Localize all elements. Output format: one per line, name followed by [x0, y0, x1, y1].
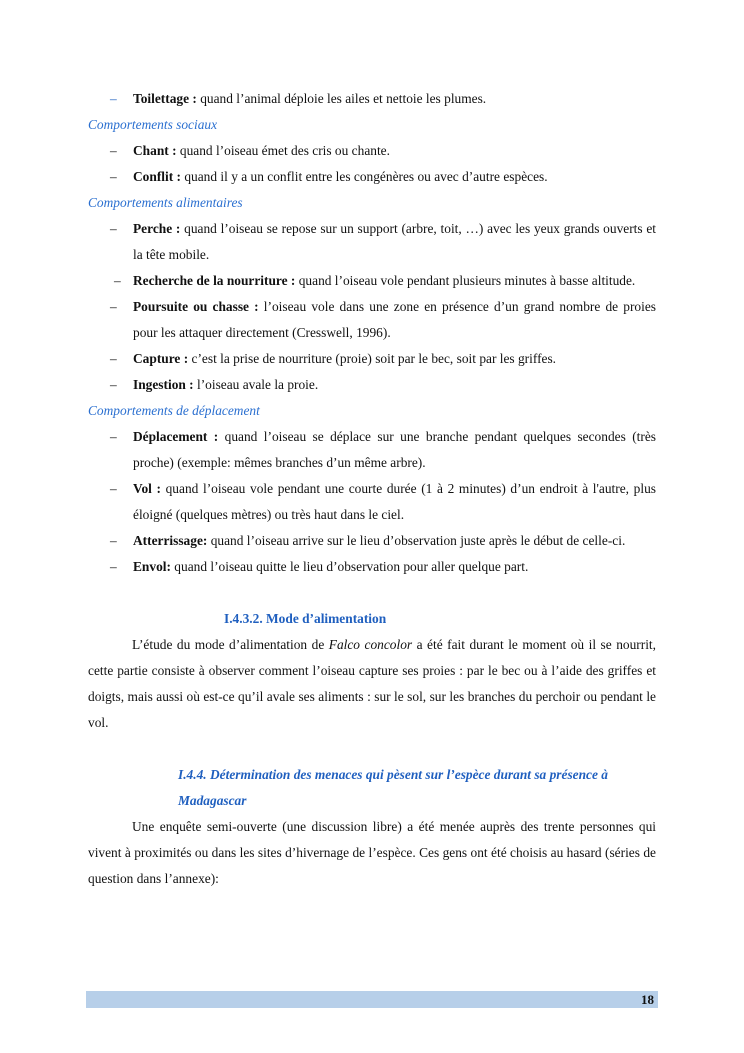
- dash-bullet: –: [110, 429, 117, 444]
- dash-bullet: –: [114, 273, 121, 288]
- heading-comportements-deplacement: Comportements de déplacement: [88, 403, 260, 418]
- para-mode-before: L’étude du mode d’alimentation de: [132, 637, 329, 652]
- term-toilettage: Toilettage :: [133, 91, 197, 106]
- list-item-envol: [88, 554, 656, 580]
- text-ingestion: l’oiseau avale la proie.: [193, 377, 319, 392]
- heading-comportements-sociaux: Comportements sociaux: [88, 117, 218, 132]
- text-capture: c’est la prise de nourriture (proie) soit par le bec, soit par les griffes.: [188, 351, 557, 366]
- dash-bullet: –: [110, 221, 117, 236]
- species-name: Falco concolor: [328, 637, 413, 652]
- list-item-perche: [88, 216, 656, 268]
- term-recherche: Recherche de la nourriture :: [133, 273, 296, 288]
- text-atterrissage: quand l’oiseau arrive sur le lieu d’observation juste après le début de celle-ci.: [207, 533, 626, 548]
- text-deplacement: quand l’oiseau se déplace sur une branche pendant quelques secondes (très proche) (exemple: mêmes branches d’un même arbre).: [133, 429, 656, 470]
- text-poursuite: l’oiseau vole dans une zone en présence d’un grand nombre de proies pour les attaquer directement (Cresswell, 1996).: [133, 299, 656, 340]
- text-toilettage: quand l’animal déploie les ailes et nettoie les plumes.: [196, 91, 487, 106]
- paragraph-enquete: Une enquête semi-ouverte (une discussion libre) a été menée auprès des trente personnes qui vivent à proximités ou dans les sites d’hivernage de l’espèce. Ces gens ont été choisis au hasard (séries de question dans l’annexe):: [88, 819, 656, 886]
- term-deplacement: Déplacement :: [133, 429, 219, 444]
- section-title-mode-alimentation: I.4.3.2. Mode d’alimentation: [224, 611, 387, 626]
- term-vol: Vol :: [133, 481, 161, 496]
- text-recherche: quand l’oiseau vole pendant plusieurs minutes à basse altitude.: [295, 273, 636, 288]
- text-conflit: quand il y a un conflit entre les congénères ou avec d’autre espèces.: [180, 169, 548, 184]
- dash-bullet: –: [110, 169, 117, 184]
- list-item-recherche: [88, 268, 656, 294]
- dash-bullet: –: [110, 91, 117, 106]
- term-atterrissage: Atterrissage:: [133, 533, 208, 548]
- text-envol: quand l’oiseau quitte le lieu d’observation pour aller quelque part.: [170, 559, 529, 574]
- list-item-deplacement: [88, 424, 656, 476]
- dash-bullet: –: [110, 299, 117, 314]
- footer-bar: [86, 991, 658, 1008]
- dash-bullet: –: [110, 481, 117, 496]
- list-item-capture: [88, 346, 656, 372]
- list-item-toilettage: [88, 86, 656, 112]
- dash-bullet: –: [110, 351, 117, 366]
- spacer: [88, 580, 656, 606]
- page-body: [88, 86, 656, 892]
- dash-bullet: –: [110, 559, 117, 574]
- text-chant: quand l’oiseau émet des cris ou chante.: [176, 143, 390, 158]
- spacer: [88, 736, 656, 762]
- heading-comportements-alimentaires: Comportements alimentaires: [88, 195, 243, 210]
- paragraph-mode-alimentation: [88, 632, 656, 736]
- list-item-conflit: [88, 164, 656, 190]
- term-capture: Capture :: [133, 351, 189, 366]
- term-ingestion: Ingestion :: [133, 377, 194, 392]
- dash-bullet: –: [110, 533, 117, 548]
- list-item-atterrissage: [88, 528, 656, 554]
- list-item-poursuite: [88, 294, 656, 346]
- term-perche: Perche :: [133, 221, 181, 236]
- section-title-menaces: I.4.4. Détermination des menaces qui pèsent sur l’espèce durant sa présence à Madagascar: [178, 767, 608, 808]
- term-envol: Envol:: [133, 559, 171, 574]
- text-vol: quand l’oiseau vole pendant une courte durée (1 à 2 minutes) d’un endroit à l'autre, plus éloigné (quelques mètres) ou très haut dans le ciel.: [133, 481, 656, 522]
- para-mode-after: a été fait durant le moment où il se nourrit, cette partie consiste à observer comment l’oiseau capture ses proies : par le bec ou à l’aide des griffes et doigts, mais aussi où est-ce qu’il avale ses aliments : sur le sol, sur les branches du perchoir ou pendant le vol.: [88, 637, 657, 730]
- list-item-chant: [88, 138, 656, 164]
- page-number: 18: [641, 992, 654, 1007]
- term-chant: Chant :: [133, 143, 177, 158]
- text-perche: quand l’oiseau se repose sur un support (arbre, toit, …) avec les yeux grands ouverts et la tête mobile.: [133, 221, 657, 262]
- list-item-vol: [88, 476, 656, 528]
- dash-bullet: –: [110, 143, 117, 158]
- term-conflit: Conflit :: [133, 169, 181, 184]
- dash-bullet: –: [110, 377, 117, 392]
- term-poursuite: Poursuite ou chasse :: [133, 299, 259, 314]
- list-item-ingestion: [88, 372, 656, 398]
